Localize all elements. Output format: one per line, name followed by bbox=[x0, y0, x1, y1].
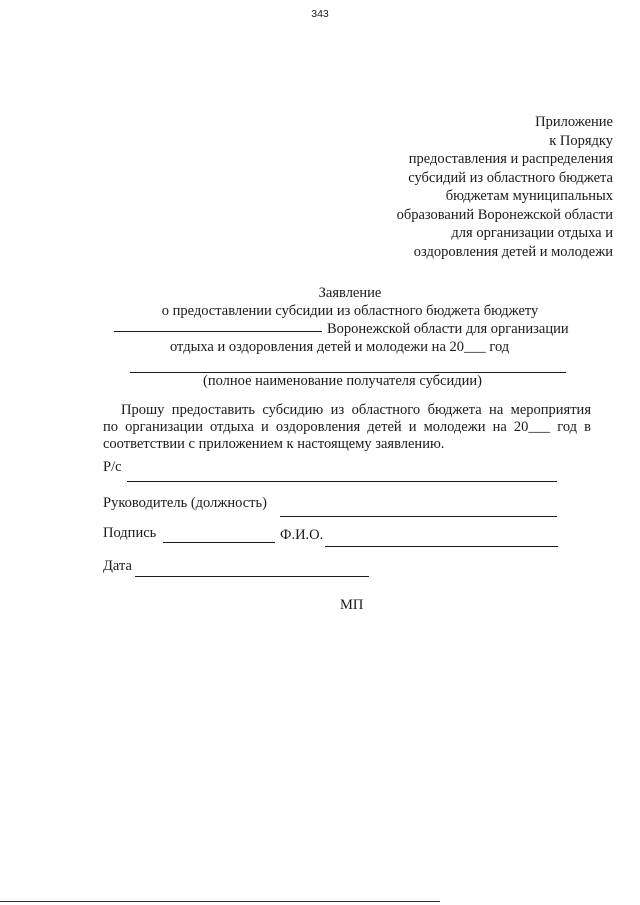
appendix-line: бюджетам муниципальных bbox=[445, 188, 613, 204]
date-field[interactable] bbox=[135, 576, 369, 577]
appendix-line: к Порядку bbox=[549, 132, 613, 149]
fio-label: Ф.И.О. bbox=[280, 527, 324, 543]
body-line-1: Прошу предоставить субсидию из областного бюджета на мероприятия bbox=[121, 402, 591, 418]
body-line-3: соответствии с приложением к настоящему заявлению. bbox=[103, 436, 445, 452]
appendix-line: образований Воронежской области bbox=[396, 206, 613, 223]
account-number-field[interactable] bbox=[127, 481, 557, 482]
head-position-label: Руководитель (должность) bbox=[103, 495, 267, 511]
appendix-line: субсидий из областного бюджета bbox=[408, 169, 613, 186]
date-label: Дата bbox=[103, 558, 132, 574]
account-label: Р/с bbox=[103, 459, 122, 475]
title-line-1: о предоставлении субсидии из областного бюджета бюджету bbox=[161, 303, 539, 319]
signature-label: Подпись bbox=[103, 525, 157, 541]
municipality-blank[interactable] bbox=[114, 331, 322, 332]
title-line-2-suffix: Воронежской области для организации bbox=[327, 321, 569, 337]
signature-field[interactable] bbox=[163, 542, 275, 543]
stamp-place: МП bbox=[340, 597, 364, 613]
recipient-name-caption: (полное наименование получателя субсидии) bbox=[203, 373, 482, 389]
appendix-line: предоставления и распределения bbox=[408, 151, 613, 167]
page-bottom-rule bbox=[0, 901, 440, 902]
appendix-line: для организации отдыха и bbox=[451, 225, 613, 241]
appendix-line: оздоровления детей и молодежи bbox=[413, 243, 613, 260]
fio-field[interactable] bbox=[325, 546, 558, 547]
body-line-2: по организации отдыха и оздоровления детей и молодежи на 20___ год в bbox=[103, 419, 591, 435]
application-title bbox=[0, 284, 640, 320]
request-paragraph bbox=[103, 402, 591, 453]
head-position-field[interactable] bbox=[280, 516, 557, 517]
page-number: 343 bbox=[311, 8, 329, 20]
appendix-header bbox=[397, 113, 613, 261]
title-heading: Заявление bbox=[318, 285, 382, 301]
title-line-3: отдыха и оздоровления детей и молодежи на 20___ год bbox=[170, 339, 510, 355]
appendix-line: Приложение bbox=[535, 114, 613, 130]
